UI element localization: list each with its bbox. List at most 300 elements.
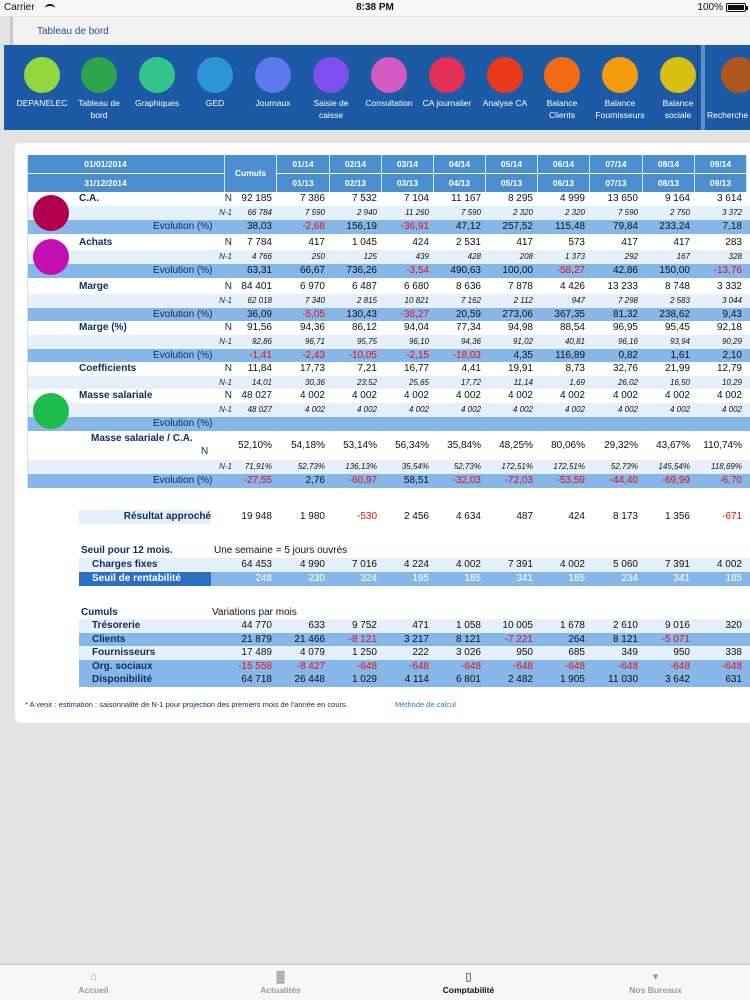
menu-item-label: Balance Clients [546,98,578,120]
month-cell: 167 [676,252,690,261]
month-cell: 4 002 [455,559,481,570]
row-label: Disponibilité [79,673,211,687]
month-n: 02/14 [344,159,367,169]
row-label: Seuil de rentabilité [79,572,211,586]
row-kind-label: N-1 [219,462,232,471]
month-cell: 47,12 [455,221,481,232]
month-cell: 4 426 [559,281,585,292]
month-cell: 8 173 [612,511,638,522]
row-label: Achats [79,237,113,248]
month-cell: 136,13% [345,462,377,471]
table-row [27,236,750,250]
row-kind-label: N-1 [219,296,232,305]
month-cell: 11 167 [451,193,481,204]
month-cell: 320 [725,620,742,631]
month-cell: 48,25% [499,440,533,451]
month-cell: 32,76 [612,363,638,374]
month-cell: 26,02 [617,378,638,387]
month-cell: -18,03 [452,350,481,361]
month-cell: 4 224 [403,559,429,570]
cumul-cell: 21 879 [241,633,272,645]
footnote [25,700,348,709]
month-cell: 4 002 [559,559,585,570]
row-kind-label: N [224,237,232,248]
month-cell: 2 940 [356,208,377,217]
month-cell: 13 650 [607,193,638,204]
row-label: Trésorerie [79,619,211,633]
table-row [27,321,750,335]
cumul-cell: 11,84 [247,363,272,374]
month-header [590,155,642,192]
date-from: 01/01/2014 [84,159,127,169]
month-cell: 1 678 [559,620,585,631]
month-cell: 238,62 [659,309,690,320]
row-label: Fournisseurs [79,646,211,660]
cumuls-row [79,633,750,647]
cumul-cell: 64 718 [241,674,272,685]
month-cell: 23,52 [356,378,377,387]
menu-circle-icon [602,57,638,93]
module-menu [4,45,750,130]
month-cell: 8 121 [455,633,481,645]
month-cell: 3 614 [716,193,742,204]
month-n: 07/14 [605,159,627,169]
month-cell: 2 112 [513,296,533,305]
battery-icon [726,3,746,12]
month-cell: 25,65 [408,378,429,387]
month-n1: 07/13 [590,173,642,191]
month-cell: 96,71 [304,337,325,346]
month-cell: -3,54 [406,265,429,276]
table-left-border [27,155,28,488]
menu-circle-icon [660,57,696,93]
month-cell: 490,63 [450,265,481,276]
month-cell: 685 [568,647,585,658]
month-n1: 02/13 [330,173,381,191]
tab-label: Nos Bureaux [629,985,682,995]
row-kind-label: N [224,281,232,292]
menu-item-journaux[interactable] [245,45,301,109]
month-cell: 6 680 [403,281,429,292]
menu-circle-icon [544,57,580,93]
month-cell: 13 233 [607,281,638,292]
month-cell: -648 [669,660,690,672]
month-cell: 4 002 [408,405,429,414]
tab-actualit-s[interactable] [187,965,374,1000]
month-cell: 4 002 [721,405,742,414]
month-header [695,155,746,192]
cumul-cell: -15 558 [238,660,272,672]
menu-item-balance-clients[interactable] [534,45,590,121]
row-kind-label: N-1 [219,252,232,261]
month-cell: 292 [624,252,638,261]
month-cell: 35,54% [401,462,429,471]
month-cell: 7 878 [507,281,533,292]
month-cell: 2 482 [507,674,533,685]
menu-circle-icon [371,57,407,93]
month-cell: 4 002 [664,390,690,401]
row-kind-label: N-1 [219,405,232,414]
month-cell: 417 [621,237,638,248]
month-n1: 05/13 [486,173,537,191]
row-label: Marge [79,281,109,292]
month-cell: 20,59 [455,309,481,320]
month-cell: 4 002 [564,405,585,414]
month-cell: -648 [512,660,533,672]
month-cell: 1 905 [559,674,585,685]
title-bar [10,17,750,45]
row-kind-label: N-1 [219,378,232,387]
month-cell: -5 071 [661,633,690,645]
month-cell: 145,54% [658,462,690,471]
month-n1: 04/13 [434,173,485,191]
month-cell: 1 058 [455,620,481,631]
month-n: 06/14 [552,159,575,169]
month-cell: 631 [725,674,742,685]
month-n: 05/14 [500,159,523,169]
month-cell: -60,97 [348,475,377,486]
month-cell: 4 002 [299,390,325,401]
cumul-cell: 38,03 [246,221,272,232]
month-cell: 8 748 [664,281,690,292]
month-cell: -530 [356,511,377,522]
month-cell: 3 642 [664,674,690,685]
month-cell: 4 634 [455,511,481,522]
menu-circle-icon [429,57,465,93]
month-cell: 4 002 [617,405,638,414]
month-cell: 94,04 [403,322,429,333]
menu-item-label: GED [205,98,225,108]
menu-item-label: CA journalier [422,98,472,108]
month-cell: 16,77 [403,363,429,374]
table-row [27,308,750,322]
month-cell: 10,29 [721,378,742,387]
month-cell: 77,34 [455,322,481,333]
month-cell: 2,10 [722,350,742,361]
month-cell: 417 [308,237,325,248]
cumul-cell: 62 018 [247,296,272,305]
month-cell: 234 [621,573,638,584]
row-label: Evolution (%) [153,475,213,486]
table-row [27,432,750,460]
month-cell: 8 121 [612,633,638,645]
month-cell: 5 060 [612,559,638,570]
month-cell: -53,59 [556,475,585,486]
month-cell: -8 121 [348,633,377,645]
month-cell: 2 320 [564,208,585,217]
month-cell: 185 [568,573,585,584]
month-cell: 9,43 [722,309,742,320]
cumul-cell: 84 401 [241,281,272,292]
menu-circle-icon [81,57,117,93]
month-cell: 80,06% [551,440,585,451]
table-row [27,250,750,264]
date-to: 31/12/2014 [27,173,224,191]
month-cell: 52,73% [453,462,481,471]
month-cell: 950 [673,647,690,658]
month-cell: 324 [360,573,377,584]
month-cell: 2 531 [455,237,481,248]
carrier-label: Carrier [4,2,35,13]
month-cell: 94,36 [299,322,325,333]
month-cell: 94,36 [460,337,481,346]
row-label: Evolution (%) [153,265,213,276]
month-cell: 8,73 [565,363,585,374]
month-cell: 2 583 [669,296,690,305]
month-cell: -648 [460,660,481,672]
month-n1: 08/13 [643,173,694,191]
month-cell: 9 752 [351,620,377,631]
month-cell: 195 [412,573,429,584]
month-n1: 01/13 [277,173,329,191]
month-cell: 100,00 [502,265,533,276]
row-label: Evolution (%) [153,350,213,361]
month-cell: 4 114 [404,674,429,685]
month-header [277,155,329,192]
month-cell: 2 815 [356,296,377,305]
month-n: 03/14 [396,159,419,169]
month-cell: 222 [412,647,429,658]
month-cell: 9 016 [664,620,690,631]
menu-circle-icon [24,57,60,93]
month-cell: 1,61 [670,350,690,361]
month-cell: 367,35 [554,309,585,320]
month-n1: 09/13 [695,173,746,191]
month-cell: -648 [564,660,585,672]
row-kind-label: N [224,193,232,204]
month-cell: 7 590 [304,208,325,217]
month-cell: 1 373 [564,252,585,261]
month-cell: 53,14% [343,440,377,451]
month-cell: -2,43 [302,350,325,361]
month-cell: -6,70 [719,475,742,486]
cumul-cell: 71,91% [244,462,272,471]
home-icon: ⌂ [90,971,97,983]
month-cell: 4 002 [716,559,742,570]
month-cell: 42,86 [612,265,638,276]
month-cell: -44,40 [609,475,638,486]
month-cell: 2,76 [305,475,325,486]
month-cell: 4 002 [356,405,377,414]
methode-de-calcul-link[interactable]: Méthode de calcul [395,700,456,709]
month-cell: -7 221 [504,633,533,645]
cumul-cell: 52,10% [238,440,272,451]
month-cell: 7,18 [722,221,742,232]
cumul-cell: 17 489 [241,647,272,658]
tab-accueil[interactable] [0,965,187,1000]
menu-circle-icon [313,57,349,93]
month-cell: 1,69 [569,378,585,387]
month-n: 01/14 [292,159,314,169]
month-cell: 417 [516,237,533,248]
row-label: Charges fixes [79,558,211,572]
charges-fixes-row [79,558,750,572]
menu-item-label: DEPANELEC [16,98,68,108]
table-row [27,220,750,234]
month-cell: 573 [568,237,585,248]
month-cell: 250 [311,252,325,261]
table-row [27,335,750,349]
menu-item-balance-fournisseurs[interactable] [592,45,648,121]
month-cell: 3 044 [721,296,742,305]
month-cell: 950 [516,647,533,658]
month-cell: -69,99 [661,475,690,486]
month-cell: 2 610 [612,620,638,631]
table-row [27,264,750,278]
menu-item-consultation[interactable] [361,45,417,109]
month-header [486,155,537,192]
cumul-cell: 91,56 [246,322,272,333]
row-label: Marge (%) [79,322,127,333]
menu-item-ged[interactable] [187,45,243,109]
cumul-cell: 48 027 [241,390,272,401]
menu-item-label: Analyse CA [482,98,528,108]
menu-item-label: Graphiques [135,98,179,108]
month-cell: 172,51% [553,462,585,471]
row-kind-label: N [224,363,232,374]
month-cell: 58,51 [403,475,429,486]
month-cell: 4 002 [460,405,481,414]
month-cell: 7 391 [664,559,690,570]
menu-item-balance-sociale[interactable] [650,45,706,121]
month-cell: -38,27 [400,309,429,320]
month-cell: 7 386 [299,193,325,204]
month-cell: 487 [516,511,533,522]
cumul-cell: -1,41 [249,350,272,361]
month-cell: 7 590 [617,208,638,217]
month-cell: 208 [519,252,533,261]
month-cell: 16,50 [669,378,690,387]
month-cell: 17,73 [299,363,325,374]
menu-item-depanelec[interactable] [14,45,70,109]
month-cell: 230 [308,573,325,584]
month-cell: 35,84% [447,440,481,451]
month-cell: 90,29 [721,337,742,346]
cumul-cell: 44 770 [241,620,272,631]
month-cell: 96,16 [617,337,638,346]
cumuls-header: Cumuls [225,155,276,192]
row-label: Evolution (%) [153,418,213,429]
month-header [643,155,694,192]
month-cell: 21 466 [294,633,325,645]
row-label: C.A. [79,193,99,204]
row-label: Masse salariale / C.A. [91,433,193,444]
month-cell: 43,67% [656,440,690,451]
seuil-title: Seuil pour 12 mois. [81,545,173,556]
month-cell: 12,79 [716,363,742,374]
month-cell: 150,00 [659,265,690,276]
row-kind-label: N [224,390,232,401]
cumuls-row [79,646,750,660]
row-kind-label: N-1 [219,208,232,217]
month-cell: 4 002 [716,390,742,401]
month-cell: 1 250 [351,647,377,658]
month-header [538,155,589,192]
month-cell: 11 030 [608,674,638,685]
month-cell: 6 801 [455,674,481,685]
month-cell: -648 [617,660,638,672]
month-cell: 424 [412,237,429,248]
month-cell: -648 [408,660,429,672]
month-cell: 130,43 [346,309,377,320]
menu-item-saisie-de-caisse[interactable] [303,45,359,121]
row-label: Coefficients [79,363,137,374]
month-cell: 185 [464,573,481,584]
month-cell: 6 487 [351,281,377,292]
table-row [27,403,750,417]
cumul-cell: -27,55 [243,475,272,486]
month-cell: 81,32 [612,309,638,320]
month-cell: 9 164 [664,193,690,204]
menu-item-label: Consultation [365,98,413,108]
month-cell: 424 [568,511,585,522]
menu-item-analyse-ca[interactable] [477,45,533,109]
menu-circle-icon [197,57,233,93]
cumuls-row [79,619,750,633]
tab-comptabilit-[interactable] [375,965,562,1000]
row-label: Evolution (%) [153,221,213,232]
month-cell: 95,75 [356,337,377,346]
month-cell: -10,05 [348,350,377,361]
row-label: Org. sociaux [79,660,211,674]
battery-indicator [697,2,746,13]
cumul-cell: 14,01 [251,378,272,387]
month-header [330,155,381,192]
footnote-text: * A venir : estimation : saisonnalité de N-1 pour projection des premiers mois de l'année en cours. [25,700,348,709]
menu-item-recherche[interactable] [707,45,750,121]
month-cell: 1 045 [351,237,377,248]
cumul-cell: 7 784 [246,237,272,248]
month-cell: 118,69% [711,462,742,471]
month-cell: 1 356 [664,511,690,522]
location-pin-icon: ▾ [652,971,659,983]
month-cell: 4 002 [351,390,377,401]
month-cell: 96,10 [408,337,429,346]
month-cell: 8 636 [455,281,481,292]
month-cell: 3 332 [716,281,742,292]
month-cell: -13,76 [713,265,742,276]
month-cell: 30,36 [304,378,325,387]
row-label: Clients [79,633,211,647]
month-cell: -72,03 [504,475,533,486]
month-n: 04/14 [448,159,471,169]
menu-item-ca-journalier[interactable] [419,45,475,109]
menu-item-label: Saisie de caisse [313,98,349,120]
table-row [27,417,750,431]
month-cell: 4,41 [461,363,481,374]
month-cell: 94,98 [507,322,533,333]
menu-circle-icon [487,57,523,93]
cumul-cell: 92,86 [251,337,272,346]
month-cell: 54,18% [291,440,325,451]
month-cell: 7 391 [507,559,533,570]
month-cell: 172,51% [501,462,533,471]
month-cell: 156,19 [346,221,377,232]
month-cell: 4 002 [304,405,325,414]
month-cell: 10 005 [502,620,533,631]
month-cell: -36,91 [400,221,429,232]
tab-nos-bureaux[interactable] [562,965,749,1000]
month-cell: 185 [725,573,742,584]
month-cell: 4 002 [512,405,533,414]
menu-item-tableau-de-bord[interactable] [71,45,127,121]
month-cell: 2 320 [512,208,533,217]
menu-circle-icon [255,57,291,93]
table-row [27,474,750,488]
row-label: Evolution (%) [153,309,213,320]
menu-item-graphiques[interactable] [129,45,185,109]
month-cell: 417 [673,237,690,248]
